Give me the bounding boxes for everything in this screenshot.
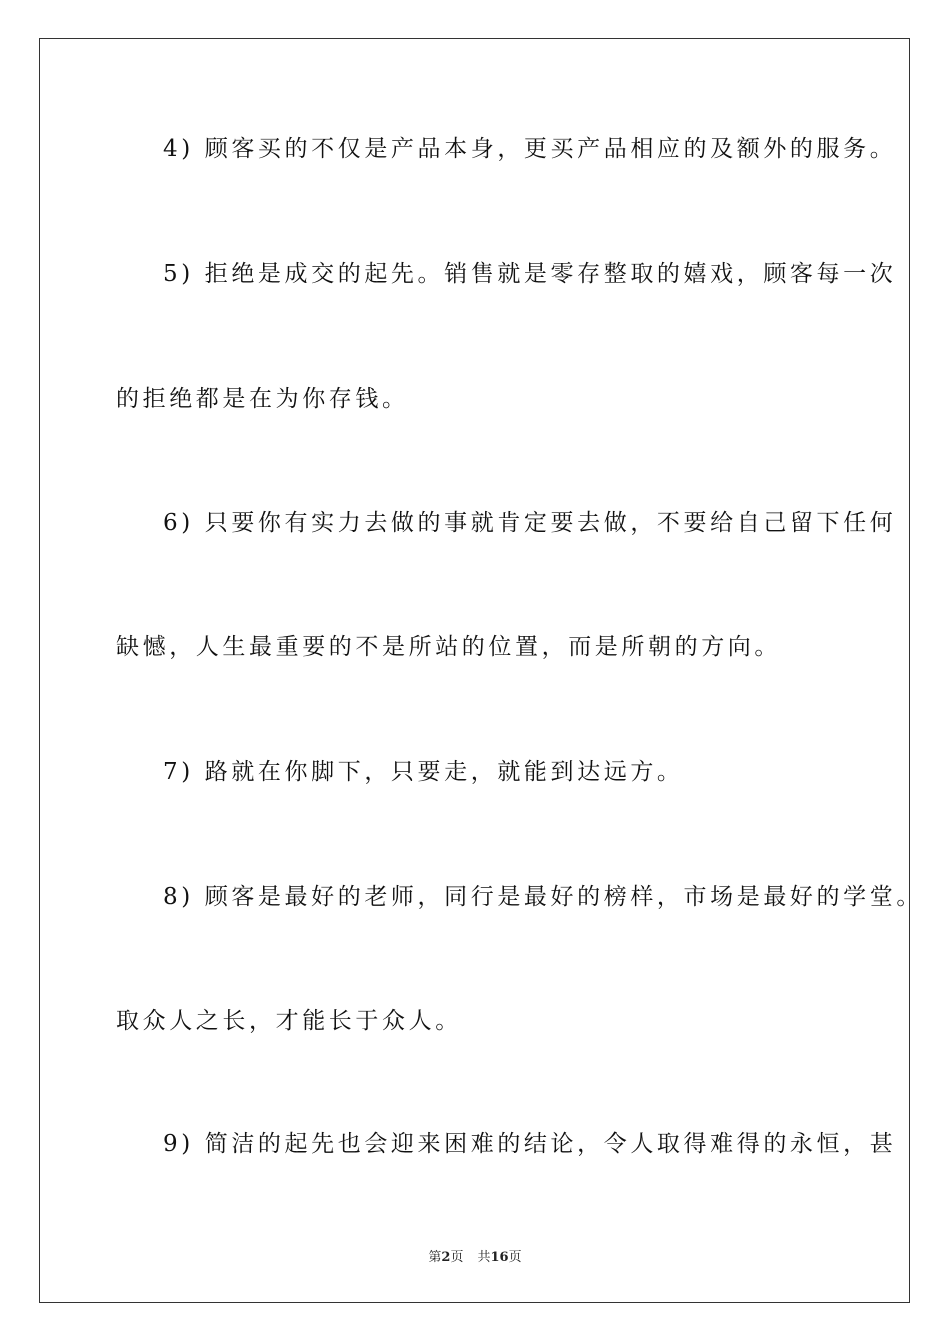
paragraph-line: 的拒绝都是在为你存钱。: [116, 386, 409, 412]
total-pages: 16: [490, 1250, 509, 1265]
page-number: 2: [441, 1250, 451, 1265]
paragraph-line: 8) 顾客是最好的老师，同行是最好的榜样，市场是最好的学堂。: [163, 884, 923, 910]
paragraph-line: 6) 只要你有实力去做的事就肯定要去做，不要给自己留下任何: [163, 510, 897, 536]
page-prefix: 第: [428, 1250, 442, 1265]
paragraph-line: 4) 顾客买的不仅是产品本身，更买产品相应的及额外的服务。: [163, 136, 897, 162]
page-footer: [0, 1246, 950, 1265]
paragraph-line: 缺憾，人生最重要的不是所站的位置，而是所朝的方向。: [116, 634, 781, 660]
paragraph-line: 7) 路就在你脚下，只要走，就能到达远方。: [163, 759, 684, 785]
page-suffix: 页: [450, 1250, 464, 1265]
paragraph-line: 取众人之长，才能长于众人。: [116, 1008, 462, 1034]
paragraph-line: 9) 简洁的起先也会迎来困难的结论，令人取得难得的永恒，甚: [163, 1131, 897, 1157]
total-suffix: 页: [508, 1250, 522, 1265]
paragraph-line: 5) 拒绝是成交的起先。销售就是零存整取的嬉戏，顾客每一次: [163, 261, 897, 287]
total-prefix: 共: [477, 1250, 491, 1265]
page-border: [39, 38, 923, 1303]
